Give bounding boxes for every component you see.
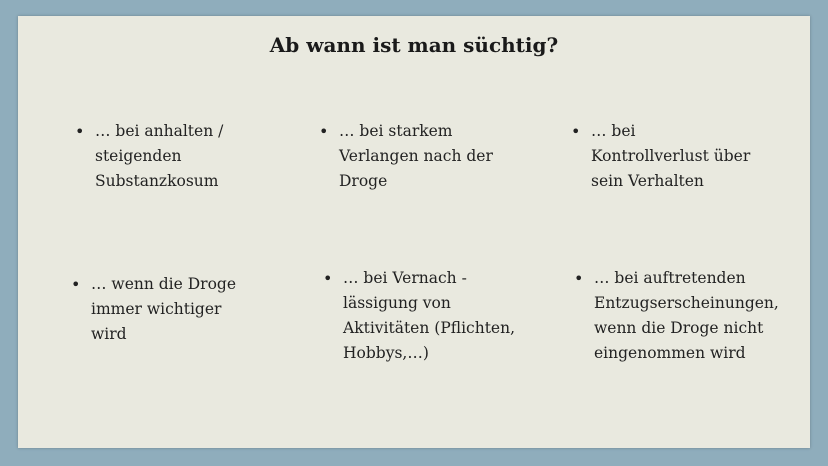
bullet-icon: •: [571, 122, 581, 141]
bullet-text: … bei Kontrollverlust über sein Verhalten: [591, 122, 751, 190]
bullet-icon: •: [75, 122, 85, 141]
bullet-text: … bei anhalten / steigenden Substanzkosum: [95, 122, 224, 190]
bullet-icon: •: [71, 275, 81, 294]
bullet-text: … bei auftretenden Entzugserscheinungen, wenn die Droge nicht eingenommen wird: [594, 269, 779, 362]
bullet-item: [323, 266, 553, 366]
bullet-item: [574, 266, 809, 366]
bullet-icon: •: [319, 122, 329, 141]
slide-title: Ab wann ist man süchtig?: [269, 33, 559, 57]
bullet-item: [75, 119, 275, 194]
bullet-text: … bei starkem Verlangen nach der Droge: [339, 122, 493, 190]
bullet-text: … wenn die Droge immer wichtiger wird: [91, 275, 237, 343]
bullet-item: [71, 272, 281, 347]
bullet-text: … bei Vernach - lässigung von Aktivitäten (Pflichten, Hobbys,…): [343, 269, 516, 362]
bullet-icon: •: [574, 269, 584, 288]
bullet-item: [319, 119, 529, 194]
bullet-item: [571, 119, 781, 194]
slide: [18, 16, 810, 448]
bullet-icon: •: [323, 269, 333, 288]
